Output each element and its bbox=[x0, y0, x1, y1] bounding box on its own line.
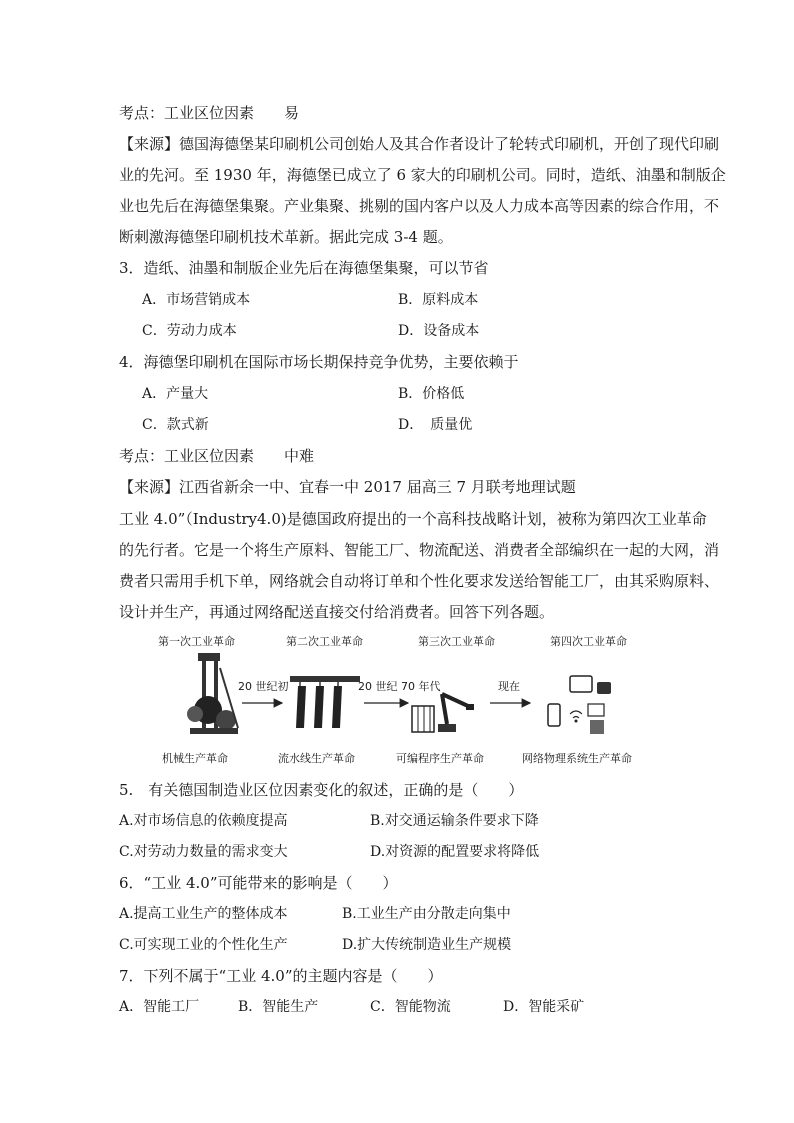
robot-arm-icon bbox=[412, 694, 474, 732]
diagram-arrow-label-3: 现在 bbox=[498, 680, 520, 693]
diagram-top-label-3: 第三次工业革命 bbox=[418, 635, 495, 648]
industrial-revolution-diagram bbox=[150, 628, 650, 773]
diagram-top-label-4: 第四次工业革命 bbox=[550, 635, 627, 648]
question-7-stem: 7．下列不属于“工业 4.0”的主题内容是（ ） bbox=[119, 967, 443, 985]
q7-option-c: C．智能物流 bbox=[370, 999, 451, 1015]
question-3-stem: 3．造纸、油墨和制版企业先后在海德堡集聚，可以节省 bbox=[119, 259, 489, 277]
q7-option-d: D．智能采矿 bbox=[503, 999, 585, 1015]
q3-option-a: A．市场营销成本 bbox=[142, 292, 251, 308]
diagram-arrow-label-2: 20 世纪 70 年代 bbox=[358, 680, 441, 693]
q6-option-b: B.工业生产由分散走向集中 bbox=[342, 906, 511, 922]
network-devices-icon bbox=[548, 676, 611, 734]
q7-option-b: B．智能生产 bbox=[238, 999, 319, 1015]
q7-option-a: A．智能工厂 bbox=[119, 999, 200, 1015]
diagram-top-label-1: 第一次工业革命 bbox=[158, 635, 235, 648]
q3-option-c: C．劳动力成本 bbox=[142, 323, 237, 339]
q5-option-c: C.对劳动力数量的需求变大 bbox=[119, 844, 288, 860]
source-1-line-1: 【来源】德国海德堡某印刷机公司创始人及其合作者设计了轮转式印刷机，开创了现代印刷 bbox=[119, 135, 720, 153]
q5-option-b: B.对交通运输条件要求下降 bbox=[370, 813, 539, 829]
q4-option-b: B．价格低 bbox=[398, 386, 465, 402]
q4-option-d: D． 质量优 bbox=[398, 417, 473, 433]
diagram-bottom-label-1: 机械生产革命 bbox=[162, 752, 228, 765]
q3-option-b: B．原料成本 bbox=[398, 292, 479, 308]
assembly-line-icon bbox=[290, 676, 360, 728]
source-1-line-4: 断刺激海德堡印刷机技术革新。据此完成 3-4 题。 bbox=[119, 228, 453, 246]
source-2: 【来源】江西省新余一中、宜春一中 2017 届高三 7 月联考地理试题 bbox=[119, 478, 576, 496]
q6-option-d: D.扩大传统制造业生产规模 bbox=[342, 937, 512, 953]
passage-line-4: 设计并生产，再通过网络配送直接交付给消费者。回答下列各题。 bbox=[119, 603, 555, 621]
kaodian-2: 考点：工业区位因素 中难 bbox=[119, 447, 315, 465]
q6-option-a: A.提高工业生产的整体成本 bbox=[119, 906, 288, 922]
source-1-line-2: 业的先河。至 1930 年，海德堡已成立了 6 家大的印刷机公司。同时，造纸、油墨和制版企 bbox=[119, 166, 726, 184]
passage-line-3: 费者只需用手机下单，网络就会自动将订单和个性化要求发送给智能工厂，由其采购原料、 bbox=[119, 572, 720, 590]
q5-option-d: D.对资源的配置要求将降低 bbox=[370, 844, 540, 860]
question-5-stem: 5. 有关德国制造业区位因素变化的叙述，正确的是（ ） bbox=[119, 781, 524, 799]
question-6-stem: 6．“工业 4.0”可能带来的影响是（ ） bbox=[119, 874, 398, 892]
kaodian-1: 考点：工业区位因素 易 bbox=[119, 104, 300, 122]
q5-option-a: A.对市场信息的依赖度提高 bbox=[119, 813, 288, 829]
q4-option-a: A．产量大 bbox=[142, 386, 209, 402]
q4-option-c: C．款式新 bbox=[142, 417, 209, 433]
passage-line-1: 工业 4.0”（Industry4.0)是德国政府提出的一个高科技战略计划，被称为第四次工业革命 bbox=[119, 510, 707, 528]
diagram-bottom-label-2: 流水线生产革命 bbox=[278, 752, 355, 765]
diagram-bottom-label-3: 可编程序生产革命 bbox=[396, 752, 484, 765]
q3-option-d: D．设备成本 bbox=[398, 323, 480, 339]
diagram-bottom-label-4: 网络物理系统生产革命 bbox=[522, 752, 632, 765]
q6-option-c: C.可实现工业的个性化生产 bbox=[119, 937, 288, 953]
source-1-line-3: 业也先后在海德堡集聚。产业集聚、挑剔的国内客户以及人力成本高等因素的综合作用，不 bbox=[119, 197, 720, 215]
diagram-arrow-label-1: 20 世纪初 bbox=[238, 680, 289, 693]
mechanical-loom-icon bbox=[187, 653, 238, 734]
diagram-top-label-2: 第二次工业革命 bbox=[286, 635, 363, 648]
passage-line-2: 的先行者。它是一个将生产原料、智能工厂、物流配送、消费者全部编织在一起的大网，消 bbox=[119, 541, 720, 559]
question-4-stem: 4．海德堡印刷机在国际市场长期保持竞争优势，主要依赖于 bbox=[119, 353, 519, 371]
